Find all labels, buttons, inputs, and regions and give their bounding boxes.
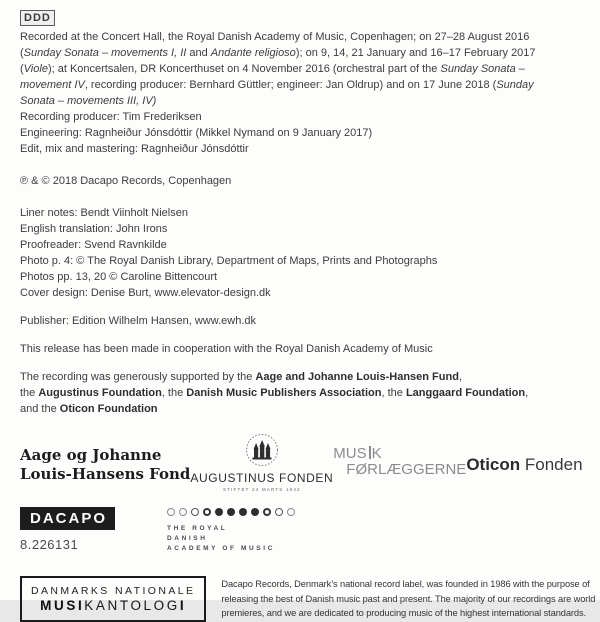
augustinus-fonden-logo — [190, 433, 333, 493]
musikantologi-line2: MUSIKANTOLOGI — [40, 598, 187, 613]
copyright-line: ℗ & © 2018 Dacapo Records, Copenhagen — [20, 175, 232, 187]
louis-hansen-logo-line2: Louis-Hansens Fond — [20, 465, 191, 483]
rdam-circles-icon — [167, 507, 299, 517]
funding-acknowledgement: The recording was generously supported by the Aage and Johanne Louis-Hansen Fund, the Augustinus Foundation, the Danish Music Publishers Association, the Langgaard Foundation, and the Oticon Foundation — [20, 371, 529, 415]
musikantologi-badge — [20, 576, 206, 622]
royal-danish-academy-logo — [167, 507, 299, 554]
louis-hansen-fund-logo — [20, 446, 190, 484]
musikforlaeggerne-logo — [333, 446, 466, 478]
catalog-number: 8.226131 — [20, 537, 79, 552]
spars-code-badge: DDD — [20, 10, 55, 26]
cooperation-line: This release has been made in cooperation with the Royal Danish Academy of Music — [20, 343, 433, 355]
publisher-line: Publisher: Edition Wilhelm Hansen, www.ewh.dk — [20, 315, 256, 327]
production-credits: Liner notes: Bendt Viinholt Nielsen English translation: John Irons Proofreader: Svend Ravnkilde Photo p. 4: © The Royal Danish Library, Department of Maps, Prints and Photographs Photos pp. 13, 20 © Caroline Bittencourt Cover design: Denise Burt, www.elevator-design.dk — [20, 207, 438, 299]
musik-logo-line2: FØRLÆGGERNE — [346, 461, 467, 478]
recording-details: Recorded at the Concert Hall, the Royal Danish Academy of Music, Copenhagen; on 27–28 August 2016 (Sunday Sonata – movements I, II and Andante religioso); on 9, 14, 21 January and 16–17 February 2017 (Viole); at Koncertsalen, DR Koncerthuset on 4 November 2016 (orchestral part of the Sunday Sonata – movement IV, recording producer: Bernhard Güttler; engineer: Jan Oldrup) and on 17 June 2018 (Sunday Sonata – movements III, IV) Recording producer: Tim Frederiksen Engineering: Ragnheiður Jónsdóttir (Mikkel Nymand on 9 January 2017) Edit, mix and mastering: Ragnheiður Jónsdóttir — [20, 31, 536, 155]
augustinus-logo-subtext: STIFTET 24 MARTS 1942 — [222, 487, 301, 492]
musik-logo-line1: MUS K — [333, 445, 382, 462]
augustinus-crest-icon — [243, 433, 281, 469]
dacapo-about-text: Dacapo Records, Denmark’s national record label, was founded in 1986 with the purpose of releasing the best of Danish music past and present. The majority of our recordings are world premieres, and we are dedicated to producing music of the highest international standards. — [221, 579, 596, 618]
musikantologi-line1: DANMARKS NATIONALE — [31, 585, 196, 597]
augustinus-logo-wordmark: AUGUSTINUS FONDEN — [190, 471, 334, 485]
oticon-fonden-logo: Oticon Fonden — [466, 455, 583, 474]
rdam-wordmark: THE ROYAL DANISH ACADEMY OF MUSIC — [167, 525, 275, 552]
label-and-academy-row — [20, 507, 580, 554]
dacapo-logo-block — [20, 507, 115, 553]
dacapo-logo: DACAPO — [20, 507, 115, 530]
footer-row — [20, 576, 596, 622]
sponsor-logos-row — [20, 433, 583, 497]
louis-hansen-logo-line1: Aage og Johanne — [20, 446, 162, 464]
